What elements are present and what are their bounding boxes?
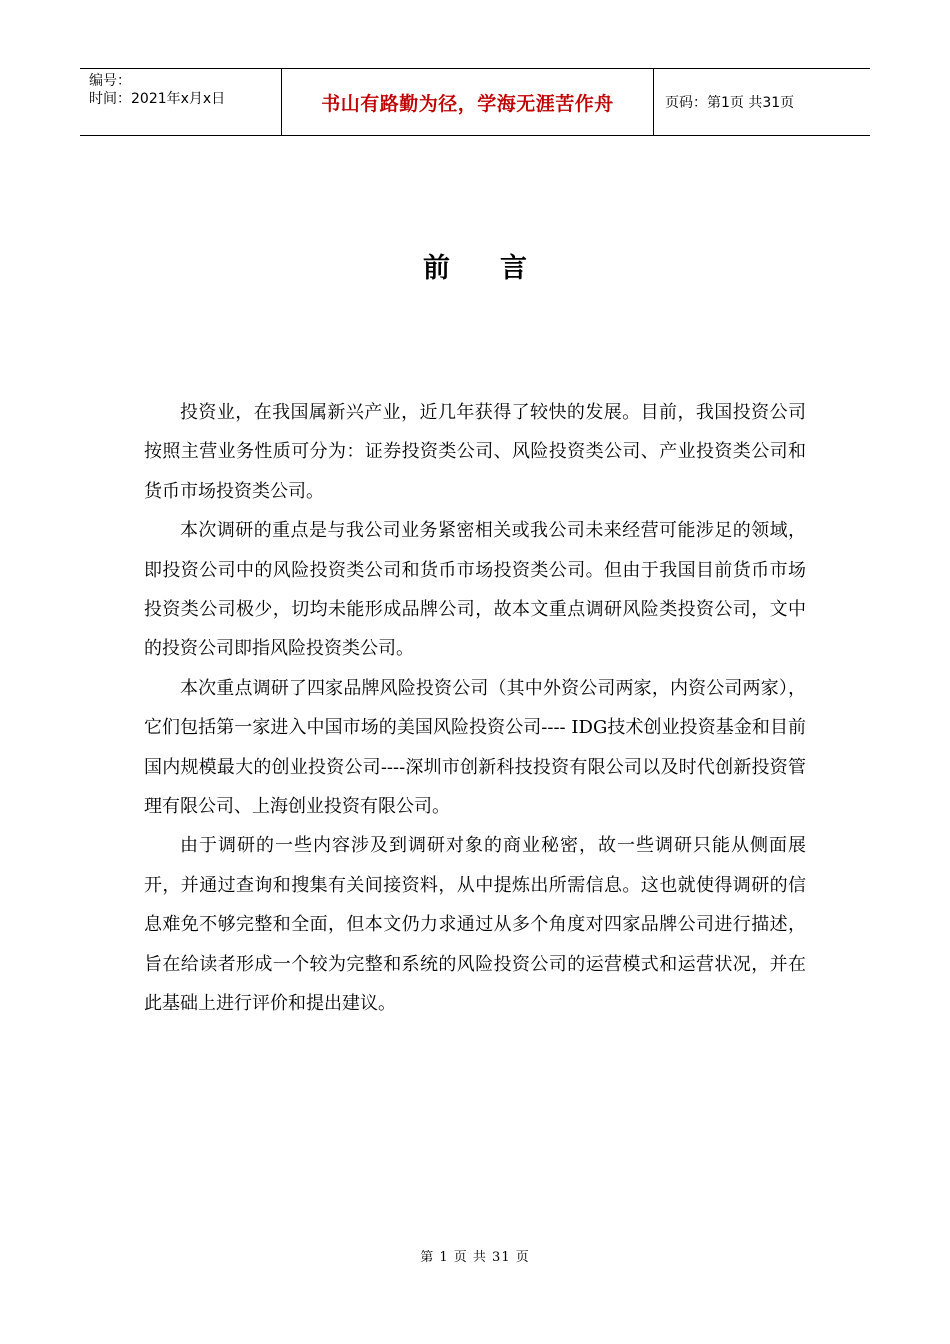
paragraph: 由于调研的一些内容涉及到调研对象的商业秘密，故一些调研只能从侧面展开，并通过查询和搜集有关间接资料，从中提炼出所需信息。这也就使得调研的信息难免不够完整和全面，但本文仍力求通过从多个角度对四家品牌公司进行描述，旨在给读者形成一个较为完整和系统的风险投资公司的运营模式和运营状况，并在此基础上进行评价和提出建议。 [144,835,806,1015]
header-meta [80,69,282,135]
header-page-info: 页码：第1页 共31页 [665,95,795,111]
page-footer: 第 1 页 共 31 页 [420,1250,530,1265]
document-time-label: 时间：2021年x月x日 [89,91,226,107]
header-motto: 书山有路勤为径，学海无涯苦作舟 [282,69,654,135]
page-title: 前言 [423,253,577,284]
paragraph: 本次调研的重点是与我公司业务紧密相关或我公司未来经营可能涉足的领域，即投资公司中的风险投资类公司和货币市场投资类公司。但由于我国目前货币市场投资类公司极少，切均未能形成品牌公司，故本文重点调研风险类投资公司，文中的投资公司即指风险投资类公司。 [144,520,806,660]
paragraph: 投资业，在我国属新兴产业，近几年获得了较快的发展。目前，我国投资公司按照主营业务性质可分为：证券投资类公司、风险投资类公司、产业投资类公司和货币市场投资类公司。 [144,402,806,502]
document-number-label: 编号： [89,73,131,89]
body-text [144,393,806,1024]
paragraph: 本次重点调研了四家品牌风险投资公司（其中外资公司两家，内资公司两家），它们包括第一家进入中国市场的美国风险投资公司---- IDG技术创业投资基金和目前国内规模最大的创业投资公司----深圳市创新科技投资有限公司以及时代创新投资管理有限公司、上海创业投资有限公司。 [144,677,806,818]
document-header [80,68,870,136]
